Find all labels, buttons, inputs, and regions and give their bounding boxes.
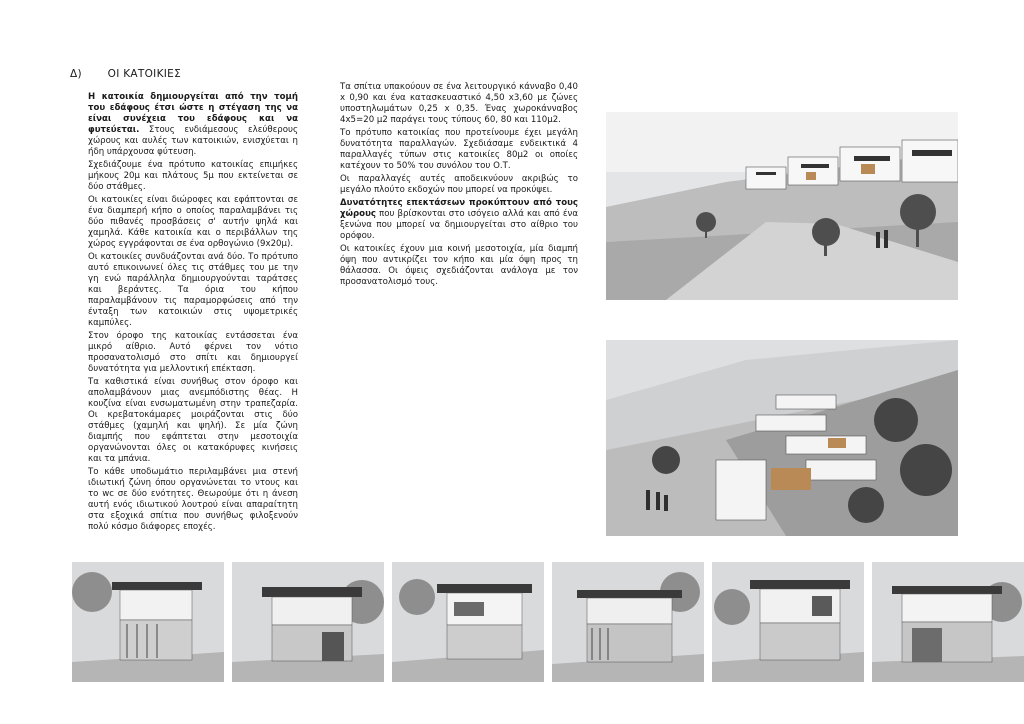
lead-bold-text: Η κατοικία δημιουργείται από την τομή του εδάφους έτσι ώστε η στέγαση της να είναι συνέχεια του εδάφους και να φυτεύεται. (88, 92, 298, 135)
text-column-left (88, 92, 298, 535)
paragraph (88, 92, 298, 158)
paragraph: Το κάθε υποδωμάτιο περιλαμβάνει μια στενή ιδιωτική ζώνη όπου οργανώνεται το ντους και το wc σε δύο ενότητες. Θεωρούμε ότι η άνεση αυτή ενός ιδιωτικού λουτρού είναι απαραίτητη στα εξοχικά σπίτια που συνήθως φιλοξενούν πολύ κόσμο διάφορες εποχές. (88, 467, 298, 532)
paragraph (340, 198, 578, 242)
facade-variant-3 (392, 562, 544, 682)
render-street-view (606, 112, 958, 300)
paragraph: Τα καθιστικά είναι συνήθως στον όροφο και απολαμβάνουν μιας ανεμπόδιστης θέας. Η κουζίνα είναι ενσωματωμένη στην τραπεζαρία. Οι κρεβατοκάμαρες μοιράζονται στις δύο στάθμες (χαμηλή και ψηλή). Σε μία ζώνη διαμπής που εφάπτεται στην μεσοτοιχία οργανώνονται όλες οι κατακόρυφες κινήσεις και τα μπάνια. (88, 377, 298, 464)
paragraph: Οι κατοικίες συνδυάζονται ανά δύο. Το πρότυπο αυτό επικοινωνεί όλες τις στάθμες του με την γη ενώ παράλληλα δημιουργούνται ταράτσες και βεράντες. Τα όρια του κήπου παραλαμβάνουν τις παραμορφώσεις από την ένταξη των κατοικιών στις υψομετρικές καμπύλες. (88, 252, 298, 328)
render-aerial-view (606, 340, 958, 536)
paragraph: Σχεδιάζουμε ένα πρότυπο κατοικίας επιμήκες μήκους 20μ και πλάτους 5μ που εκτείνεται σε δύο στάθμες. (88, 160, 298, 192)
paragraph: Οι παραλλαγές αυτές αποδεικνύουν ακριβώς το μεγάλο πλούτο εκδοχών που μπορεί να προκύψει. (340, 174, 578, 195)
text-column-right (340, 82, 578, 290)
paragraph-text: που βρίσκονται στο ισόγειο αλλά και από ένα ξενώνα που μπορεί να δημιουργείται στο αίθριο του ορόφου. (340, 209, 578, 241)
section-number: Δ) (70, 68, 82, 80)
facade-variant-2 (232, 562, 384, 682)
paragraph: Τα σπίτια υπακούουν σε ένα λειτουργικό κάνναβο 0,40 x 0,90 και ένα κατασκευαστικό 4,50 x3,60 με ζώνες υποστηλωμάτων 0,25 x 0,35. Ένας χωροκάνναβος 4x5=20 μ2 παράγει τους τύπους 60, 80 και 110μ2. (340, 82, 578, 125)
section-title: ΟΙ ΚΑΤΟΙΚΙΕΣ (107, 68, 182, 80)
facade-variant-6 (872, 562, 1024, 682)
section-heading (70, 68, 181, 80)
paragraph: Οι κατοικίες έχουν μια κοινή μεσοτοιχία, μία διαμπή όψη που αντικρίζει τον κήπο και μία όψη προς τη θάλασσα. Οι όψεις σχεδιάζονται ανάλογα με τον προσανατολισμό τους. (340, 244, 578, 287)
paragraph: Στον όροφο της κατοικίας εντάσσεται ένα μικρό αίθριο. Αυτό φέρνει τον νότιο προσανατολισμό στο σπίτι και δημιουργεί δυνατότητα για μελλοντική επέκταση. (88, 331, 298, 374)
facade-variant-1 (72, 562, 224, 682)
facade-variant-4 (552, 562, 704, 682)
facade-variant-5 (712, 562, 864, 682)
paragraph: Οι κατοικίες είναι διώροφες και εφάπτονται σε ένα διαμπερή κήπο ο οποίος παραλαμβάνει τις δύο πιθανές προσβάσεις σ' αυτήν ψηλά και χαμηλά. Κάθε κατοικία και ο περιβάλλων της χώρος εγγράφονται σε ένα ορθογώνιο (9x20μ). (88, 195, 298, 249)
paragraph-text: Στους ενδιάμεσους ελεύθερους χώρους και αυλές των κατοικιών, ενισχύεται η ήδη υπάρχουσα φύτευση. (88, 125, 298, 157)
paragraph: Το πρότυπο κατοικίας που προτείνουμε έχει μεγάλη δυνατότητα παραλλαγών. Σχεδιάσαμε ενδεικτικά 4 παραλλαγές τύπων στις κατοικίες 80μ2 οι οποίες κατέχουν το 50% του συνόλου του Ο.Τ. (340, 128, 578, 171)
bold-text: Δυνατότητες επεκτάσεων προκύπτουν από τους χώρους (340, 198, 578, 219)
